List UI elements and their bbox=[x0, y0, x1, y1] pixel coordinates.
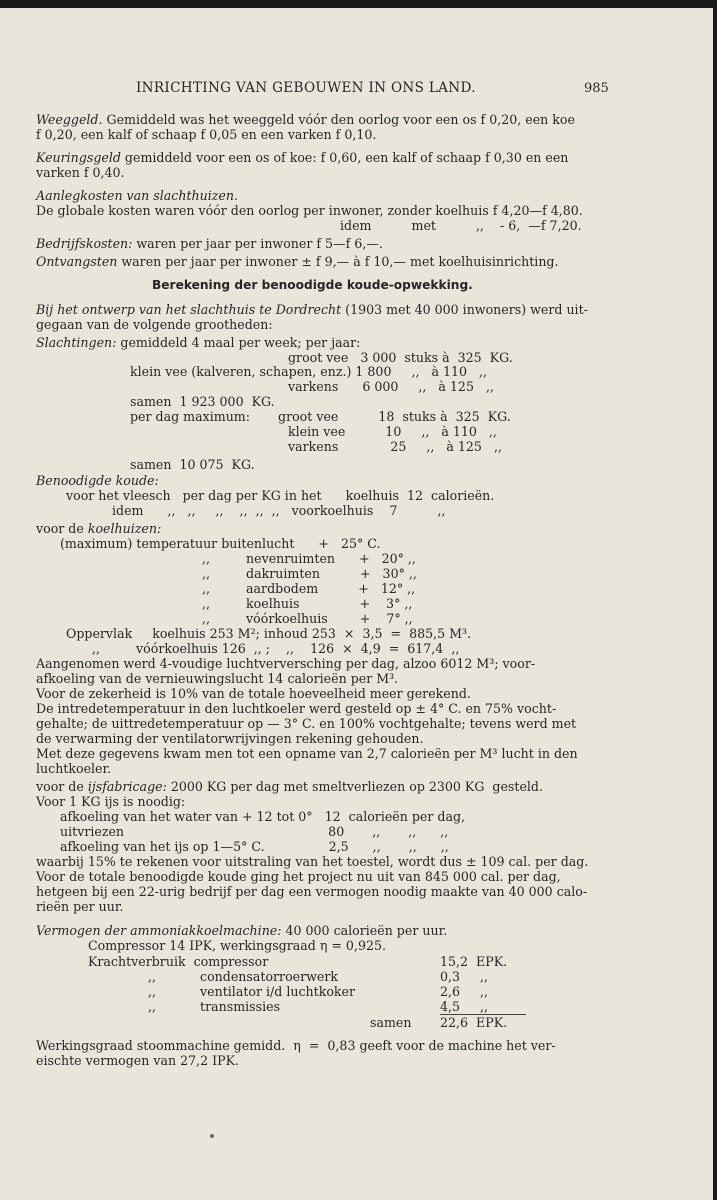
para-gegevens-1: Met deze gegevens kwam men tot een opname van 2,7 calorieën per M³ lucht in den bbox=[36, 746, 578, 761]
temp-aardbodem: ,, aardbodem + 12° ,, bbox=[202, 581, 416, 596]
kracht-ventilator-value: 2,6 ,, bbox=[440, 984, 489, 999]
slachtingen-groot-vee: groot vee 3 000 stuks à 325 KG. bbox=[288, 350, 513, 365]
term-slachtingen: Slachtingen: bbox=[36, 335, 117, 350]
para-totale-1: Voor de totale benoodigde koude ging het project nu uit van 845 000 cal. per dag, bbox=[36, 869, 561, 884]
koude-koelhuis: voor het vleesch per dag per KG in het koelhuis 12 calorieën. bbox=[66, 488, 495, 503]
kracht-samen-value: 22,6 EPK. bbox=[440, 1015, 508, 1030]
paper-speck bbox=[210, 1134, 214, 1138]
dordrecht-line-2: gegaan van de volgende grootheden: bbox=[36, 317, 273, 332]
perdag-klein-vee: klein vee 10 ,, à 110 ,, bbox=[288, 424, 497, 439]
text: 40 000 calorieën per uur. bbox=[281, 923, 448, 938]
werkingsgraad-line-1: Werkingsgraad stoommachine gemidd. η = 0,83 geeft voor de machine het ver- bbox=[36, 1038, 556, 1053]
text: ijsfabricage: bbox=[87, 779, 167, 794]
book-page bbox=[0, 8, 713, 1200]
para-waarbij: waarbij 15% te rekenen voor uitstraling van het toestel, wordt dus ± 109 cal. per dag. bbox=[36, 854, 589, 869]
para-aangenomen-2: afkoeling van de vernieuwingslucht 14 calorieën per M³. bbox=[36, 671, 399, 686]
slachtingen-samen: samen 1 923 000 KG. bbox=[130, 394, 275, 409]
temp-dakruimten: ,, dakruimten + 30° ,, bbox=[202, 566, 417, 581]
ijsfabricage-line bbox=[36, 779, 543, 794]
oppervlak-voorkoelhuis: ,, vóórkoelhuis 126 ,, ; ,, 126 × 4,9 = 617,4 ,, bbox=[92, 641, 460, 656]
perdag-groot-vee: per dag maximum: groot vee 18 stuks à 325 KG. bbox=[130, 409, 511, 424]
text: Gemiddeld was het weeggeld vóór den oorlog voor een os f 0,20, een koe bbox=[102, 112, 575, 127]
kracht-condensator-value: 0,3 ,, bbox=[440, 969, 489, 984]
text: gemiddeld 4 maal per week; per jaar: bbox=[116, 335, 361, 350]
slachtingen-klein-vee: klein vee (kalveren, schapen, enz.) 1 800 ,, à 110 ,, bbox=[130, 364, 488, 379]
werkingsgraad-line-2: eischte vermogen van 27,2 IPK. bbox=[36, 1053, 240, 1068]
text: voor de bbox=[36, 521, 88, 536]
para-totale-2: hetgeen bij een 22-urig bedrijf per dag een vermogen noodig maakte van 40 000 calo- bbox=[36, 884, 588, 899]
oppervlak-koelhuis: Oppervlak koelhuis 253 M²; inhoud 253 × 3,5 = 885,5 M³. bbox=[66, 626, 472, 641]
koelhuizen-heading bbox=[36, 521, 161, 536]
term-ontvangsten: Ontvangsten bbox=[36, 254, 118, 269]
para-zekerheid: Voor de zekerheid is 10% van de totale hoeveelheid meer gerekend. bbox=[36, 686, 471, 701]
benoodigde-koude-heading: Benoodigde koude: bbox=[36, 473, 159, 488]
aanlegkosten-heading: Aanlegkosten van slachthuizen. bbox=[36, 188, 238, 203]
ontvangsten-line bbox=[36, 254, 559, 269]
ijs-afkoeling-ijs: afkoeling van het ijs op 1—5° C. 2,5 ,, ,, ,, bbox=[60, 839, 449, 854]
term-weeggeld: Weeggeld. bbox=[36, 112, 103, 127]
compressor-line: Compressor 14 IPK, werkingsgraad η = 0,925. bbox=[88, 938, 386, 953]
aanlegkosten-line-1: De globale kosten waren vóór den oorlog per inwoner, zonder koelhuis f 4,20—f 4,80. bbox=[36, 203, 583, 218]
para-gegevens-2: luchtkoeler. bbox=[36, 761, 112, 776]
term-keuringsgeld: Keuringsgeld bbox=[36, 150, 121, 165]
ijs-noodig: Voor 1 KG ijs is noodig: bbox=[36, 794, 186, 809]
text: 2000 KG per dag met smeltverliezen op 2300 KG gesteld. bbox=[166, 779, 543, 794]
para-intrede-3: de verwarming der ventilatorwrijvingen rekening gehouden. bbox=[36, 731, 424, 746]
kracht-ventilator-label: ,, ventilator i/d luchtkoker bbox=[148, 984, 356, 999]
vermogen-line bbox=[36, 923, 447, 938]
text: waren per jaar per inwoner ± f 9,— à f 10,— met koelhuisinrichting. bbox=[117, 254, 559, 269]
kracht-compressor-label: Krachtverbruik compressor bbox=[88, 954, 269, 969]
text: voor de bbox=[36, 779, 88, 794]
running-header: INRICHTING VAN GEBOUWEN IN ONS LAND. bbox=[136, 80, 476, 96]
perdag-varkens: varkens 25 ,, à 125 ,, bbox=[288, 439, 502, 454]
koude-voorkoelhuis: idem ,, ,, ,, ,, ,, ,, voorkoelhuis 7 ,, bbox=[112, 503, 446, 518]
para-totale-3: rieën per uur. bbox=[36, 899, 124, 914]
term-vermogen: Vermogen der ammoniakkoelmachine: bbox=[36, 923, 282, 938]
para-intrede-2: gehalte; de uittredetemperatuur op — 3° C. en 100% vochtgehalte; tevens werd met bbox=[36, 716, 577, 731]
temp-voorkoelhuis: ,, vóórkoelhuis + 7° ,, bbox=[202, 611, 413, 626]
dordrecht-line-1 bbox=[36, 302, 588, 317]
aanlegkosten-line-2: idem met ,, - 6, —f 7,20. bbox=[340, 218, 582, 233]
kracht-samen-label: samen bbox=[370, 1015, 412, 1030]
text: gemiddeld voor een os of koe: f 0,60, een kalf of schaap f 0,30 en een bbox=[120, 150, 569, 165]
keuringsgeld-line-1 bbox=[36, 150, 568, 165]
ijs-afkoeling-water: afkoeling van het water van + 12 tot 0° 12 calorieën per dag, bbox=[60, 809, 466, 824]
text: (1903 met 40 000 inwoners) werd uit- bbox=[341, 302, 588, 317]
weeggeld-line-1 bbox=[36, 112, 575, 127]
slachtingen-varkens: varkens 6 000 ,, à 125 ,, bbox=[288, 379, 494, 394]
ijs-uitvriezen: uitvriezen 80 ,, ,, ,, bbox=[60, 824, 449, 839]
kracht-compressor-value: 15,2 EPK. bbox=[440, 954, 508, 969]
perdag-samen: samen 10 075 KG. bbox=[130, 457, 255, 472]
temp-koelhuis: ,, koelhuis + 3° ,, bbox=[202, 596, 413, 611]
kracht-transmissies-value: 4,5 ,, bbox=[440, 999, 489, 1014]
term-dordrecht: Bij het ontwerp van het slachthuis te Dordrecht bbox=[36, 302, 342, 317]
text: waren per jaar per inwoner f 5—f 6,—. bbox=[132, 236, 383, 251]
text: koelhuizen: bbox=[87, 521, 162, 536]
kracht-condensator-label: ,, condensatorroerwerk bbox=[148, 969, 339, 984]
para-intrede-1: De intredetemperatuur in den luchtkoeler werd gesteld op ± 4° C. en 75% vocht- bbox=[36, 701, 557, 716]
section-heading: Berekening der benoodigde koude-opwekking. bbox=[152, 278, 473, 292]
page-number: 985 bbox=[584, 81, 609, 96]
term-bedrijfskosten: Bedrijfskosten: bbox=[36, 236, 133, 251]
kracht-transmissies-label: ,, transmissies bbox=[148, 999, 281, 1014]
weeggeld-line-2: f 0,20, een kalf of schaap f 0,05 en een varken f 0,10. bbox=[36, 127, 377, 142]
para-aangenomen-1: Aangenomen werd 4-voudige luchtverversching per dag, alzoo 6012 M³; voor- bbox=[36, 656, 536, 671]
temp-nevenruimten: ,, nevenruimten + 20° ,, bbox=[202, 551, 416, 566]
temp-buitenlucht: (maximum) temperatuur buitenlucht + 25° C. bbox=[60, 536, 381, 551]
bedrijfskosten-line bbox=[36, 236, 383, 251]
keuringsgeld-line-2: varken f 0,40. bbox=[36, 165, 125, 180]
slachtingen-line bbox=[36, 335, 360, 350]
